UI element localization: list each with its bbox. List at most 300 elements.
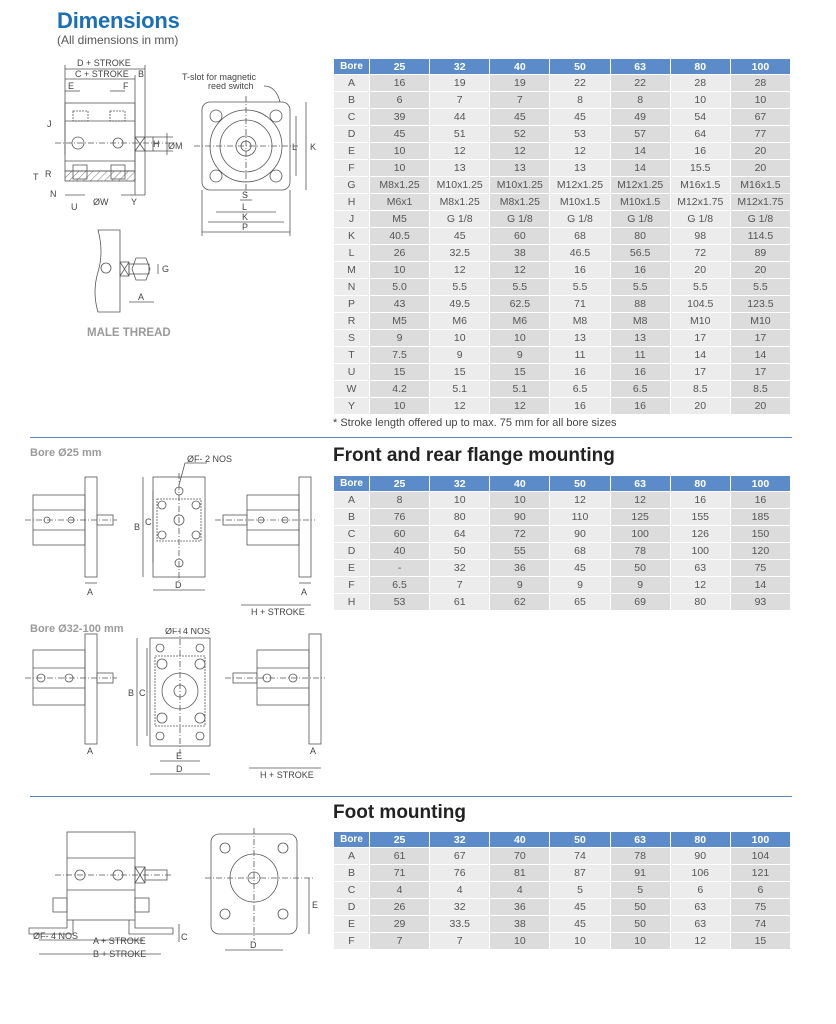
table-cell: 10 bbox=[370, 398, 429, 414]
table-cell: 5.5 bbox=[550, 279, 609, 295]
label-d: D bbox=[250, 940, 257, 950]
label-h-stroke: H + STROKE bbox=[260, 770, 314, 780]
row-label: U bbox=[334, 364, 369, 380]
label-e: E bbox=[312, 900, 319, 910]
label-d-stroke: D + STROKE bbox=[77, 58, 131, 68]
table-cell: 14 bbox=[671, 347, 730, 363]
row-label: J bbox=[334, 211, 369, 227]
table-cell: 74 bbox=[731, 916, 790, 932]
label-h: H bbox=[153, 139, 160, 149]
table-header-row bbox=[334, 832, 790, 847]
row-label: K bbox=[334, 228, 369, 244]
table-cell: 10 bbox=[550, 933, 609, 949]
table-cell: 70 bbox=[490, 848, 549, 864]
table-cell: 50 bbox=[611, 916, 670, 932]
label-l: L bbox=[292, 142, 298, 152]
table-cell: 120 bbox=[731, 543, 790, 559]
table-cell: 80 bbox=[430, 509, 489, 525]
table-cell: 38 bbox=[490, 245, 549, 261]
table-cell: 28 bbox=[731, 75, 790, 91]
table-row bbox=[334, 398, 790, 414]
table-cell: 93 bbox=[731, 594, 790, 610]
table-cell: 68 bbox=[550, 228, 609, 244]
table-cell: 17 bbox=[671, 364, 730, 380]
table-cell: 15 bbox=[370, 364, 429, 380]
table-cell: 74 bbox=[550, 848, 609, 864]
table-cell: 8 bbox=[611, 92, 670, 108]
table-cell: 5 bbox=[611, 882, 670, 898]
table-cell: 5 bbox=[550, 882, 609, 898]
table-cell: 6 bbox=[731, 882, 790, 898]
table-cell: 9 bbox=[490, 577, 549, 593]
table-cell: 72 bbox=[671, 245, 730, 261]
table-cell: 16 bbox=[671, 143, 730, 159]
table-cell: 13 bbox=[490, 160, 549, 176]
table-cell: 12 bbox=[430, 143, 489, 159]
table-cell: 56.5 bbox=[611, 245, 670, 261]
label-j: J bbox=[47, 119, 52, 129]
row-label: T bbox=[334, 347, 369, 363]
header-40: 40 bbox=[490, 59, 549, 74]
table-row bbox=[334, 75, 790, 91]
table-cell: M10x1.5 bbox=[550, 194, 609, 210]
table-cell: M8 bbox=[611, 313, 670, 329]
table-cell: 16 bbox=[550, 398, 609, 414]
table-cell: 76 bbox=[370, 509, 429, 525]
table-cell: 4 bbox=[430, 882, 489, 898]
table-cell: 110 bbox=[550, 509, 609, 525]
table-cell: 52 bbox=[490, 126, 549, 142]
table-row bbox=[334, 381, 790, 397]
table-row bbox=[334, 492, 790, 508]
header-80: 80 bbox=[671, 832, 730, 847]
label-a-stroke: A + STROKE bbox=[93, 936, 146, 946]
table-cell: 50 bbox=[611, 560, 670, 576]
table-cell: 69 bbox=[611, 594, 670, 610]
header-32: 32 bbox=[430, 476, 489, 491]
row-label: D bbox=[334, 899, 369, 915]
cylinder-front-view-drawing bbox=[180, 70, 330, 245]
table-cell: 10 bbox=[370, 160, 429, 176]
table-cell: M16x1.5 bbox=[671, 177, 730, 193]
header-32: 32 bbox=[430, 832, 489, 847]
table-cell: 15 bbox=[731, 933, 790, 949]
table-cell: 8.5 bbox=[671, 381, 730, 397]
table-row bbox=[334, 933, 790, 949]
table-row bbox=[334, 228, 790, 244]
table-cell: 32.5 bbox=[430, 245, 489, 261]
table-cell: 40 bbox=[370, 543, 429, 559]
table-cell: 40.5 bbox=[370, 228, 429, 244]
table-row bbox=[334, 364, 790, 380]
table-cell: M16x1.5 bbox=[731, 177, 790, 193]
header-25: 25 bbox=[370, 59, 429, 74]
row-label: Y bbox=[334, 398, 369, 414]
row-label: C bbox=[334, 882, 369, 898]
flange-32-100-drawing bbox=[25, 628, 330, 788]
table-cell: 72 bbox=[490, 526, 549, 542]
row-label: E bbox=[334, 560, 369, 576]
label-b: B bbox=[128, 688, 135, 698]
table-cell: 126 bbox=[671, 526, 730, 542]
table-cell: 19 bbox=[490, 75, 549, 91]
table-cell: 10 bbox=[671, 92, 730, 108]
table-cell: 114.5 bbox=[731, 228, 790, 244]
section-divider-2 bbox=[30, 796, 792, 797]
label-a: A bbox=[138, 292, 145, 302]
table-cell: 12 bbox=[490, 398, 549, 414]
table-cell: 5.5 bbox=[671, 279, 730, 295]
table-cell: 53 bbox=[550, 126, 609, 142]
table-cell: 12 bbox=[550, 143, 609, 159]
flange-25-drawing bbox=[25, 455, 330, 620]
table-cell: 104 bbox=[731, 848, 790, 864]
table-cell: M6x1 bbox=[370, 194, 429, 210]
label-f: F bbox=[123, 81, 129, 91]
label-t: T bbox=[33, 172, 39, 182]
table-cell: G 1/8 bbox=[611, 211, 670, 227]
table-cell: M12x1.75 bbox=[671, 194, 730, 210]
header-50: 50 bbox=[550, 59, 609, 74]
table-cell: 4.2 bbox=[370, 381, 429, 397]
table-cell: 12 bbox=[490, 262, 549, 278]
table-cell: 63 bbox=[671, 899, 730, 915]
table-cell: 10 bbox=[490, 933, 549, 949]
bore-25-label: Bore Ø25 mm bbox=[30, 447, 102, 459]
table-cell: 5.1 bbox=[490, 381, 549, 397]
table-cell: 87 bbox=[550, 865, 609, 881]
table-row bbox=[334, 330, 790, 346]
table-cell: M8 bbox=[550, 313, 609, 329]
row-label: F bbox=[334, 933, 369, 949]
foot-table bbox=[333, 831, 791, 950]
section-divider bbox=[30, 437, 792, 438]
table-header-row bbox=[334, 59, 790, 74]
table-cell: 12 bbox=[671, 933, 730, 949]
table-cell: 75 bbox=[731, 899, 790, 915]
table-cell: M10x1.25 bbox=[430, 177, 489, 193]
table-cell: 32 bbox=[430, 899, 489, 915]
label-h-stroke: H + STROKE bbox=[251, 607, 305, 617]
table-row bbox=[334, 262, 790, 278]
header-25: 25 bbox=[370, 832, 429, 847]
table-cell: 77 bbox=[731, 126, 790, 142]
table-cell: 20 bbox=[731, 143, 790, 159]
table-cell: G 1/8 bbox=[671, 211, 730, 227]
row-label: F bbox=[334, 160, 369, 176]
table-cell: 90 bbox=[490, 509, 549, 525]
table-cell: 10 bbox=[490, 492, 549, 508]
male-thread-caption: MALE THREAD bbox=[87, 327, 171, 339]
table-cell: 9 bbox=[490, 347, 549, 363]
table-row bbox=[334, 899, 790, 915]
table-cell: 5.5 bbox=[611, 279, 670, 295]
table-cell: 10 bbox=[611, 933, 670, 949]
table-row bbox=[334, 882, 790, 898]
label-c-stroke: C + STROKE bbox=[75, 69, 129, 79]
table-cell: M5 bbox=[370, 211, 429, 227]
row-label: S bbox=[334, 330, 369, 346]
row-label: B bbox=[334, 509, 369, 525]
table-cell: 15.5 bbox=[671, 160, 730, 176]
table-cell: 71 bbox=[550, 296, 609, 312]
table-cell: 71 bbox=[370, 865, 429, 881]
dimensions-table bbox=[333, 58, 791, 415]
label-d: D bbox=[176, 764, 183, 774]
table-cell: 9 bbox=[370, 330, 429, 346]
label-n: N bbox=[50, 189, 57, 199]
table-cell: M6 bbox=[490, 313, 549, 329]
table-cell: 20 bbox=[731, 160, 790, 176]
table-cell: G 1/8 bbox=[490, 211, 549, 227]
table-cell: 16 bbox=[550, 262, 609, 278]
table-cell: 185 bbox=[731, 509, 790, 525]
label-c: C bbox=[139, 688, 146, 698]
label-tslot: T-slot for magnetic bbox=[182, 72, 257, 82]
table-cell: 10 bbox=[370, 143, 429, 159]
row-label: C bbox=[334, 526, 369, 542]
table-cell: G 1/8 bbox=[550, 211, 609, 227]
foot-section-title: Foot mounting bbox=[333, 802, 466, 823]
table-cell: M12x1.25 bbox=[550, 177, 609, 193]
label-y: Y bbox=[131, 197, 138, 207]
row-label: L bbox=[334, 245, 369, 261]
table-cell: 63 bbox=[671, 560, 730, 576]
header-50: 50 bbox=[550, 832, 609, 847]
table-cell: 16 bbox=[550, 364, 609, 380]
header-80: 80 bbox=[671, 476, 730, 491]
table-row bbox=[334, 347, 790, 363]
table-cell: 36 bbox=[490, 899, 549, 915]
table-cell: 20 bbox=[731, 262, 790, 278]
table-cell: 14 bbox=[611, 160, 670, 176]
row-label: F bbox=[334, 577, 369, 593]
header-63: 63 bbox=[611, 476, 670, 491]
table-cell: 62 bbox=[490, 594, 549, 610]
table-cell: 80 bbox=[611, 228, 670, 244]
table-row bbox=[334, 509, 790, 525]
male-thread-drawing bbox=[80, 222, 190, 322]
table-cell: 15 bbox=[490, 364, 549, 380]
table-cell: 45 bbox=[550, 916, 609, 932]
row-label: P bbox=[334, 296, 369, 312]
table-cell: 100 bbox=[611, 526, 670, 542]
table-cell: 45 bbox=[550, 560, 609, 576]
flange-table bbox=[333, 475, 791, 611]
table-cell: M8x1.25 bbox=[490, 194, 549, 210]
table-row bbox=[334, 143, 790, 159]
row-label: R bbox=[334, 313, 369, 329]
label-u: U bbox=[71, 202, 78, 212]
table-cell: 65 bbox=[550, 594, 609, 610]
table-cell: M10x1.25 bbox=[490, 177, 549, 193]
table-cell: 11 bbox=[550, 347, 609, 363]
label-b: B bbox=[134, 522, 141, 532]
table-cell: 76 bbox=[430, 865, 489, 881]
table-cell: 98 bbox=[671, 228, 730, 244]
label-tslot-2: reed switch bbox=[208, 81, 254, 91]
label-g: G bbox=[162, 264, 170, 274]
table-cell: 12 bbox=[430, 262, 489, 278]
table-cell: M8x1.25 bbox=[430, 194, 489, 210]
label-a-right: A bbox=[301, 587, 308, 597]
header-32: 32 bbox=[430, 59, 489, 74]
table-cell: 46.5 bbox=[550, 245, 609, 261]
label-d: D bbox=[175, 580, 182, 590]
table-cell: 12 bbox=[611, 492, 670, 508]
table-cell: 5.5 bbox=[731, 279, 790, 295]
table-cell: 45 bbox=[550, 899, 609, 915]
table-cell: 44 bbox=[430, 109, 489, 125]
table-row bbox=[334, 194, 790, 210]
table-cell: 55 bbox=[490, 543, 549, 559]
table-cell: M5 bbox=[370, 313, 429, 329]
table-cell: 67 bbox=[430, 848, 489, 864]
row-label: C bbox=[334, 109, 369, 125]
table-cell: 13 bbox=[550, 160, 609, 176]
label-r: R bbox=[45, 169, 52, 179]
table-cell: M12x1.75 bbox=[731, 194, 790, 210]
table-cell: 8.5 bbox=[731, 381, 790, 397]
table-cell: 7 bbox=[430, 577, 489, 593]
table-row bbox=[334, 526, 790, 542]
table-cell: 38 bbox=[490, 916, 549, 932]
table-cell: 60 bbox=[370, 526, 429, 542]
label-a-right: A bbox=[310, 746, 317, 756]
table-cell: 10 bbox=[430, 330, 489, 346]
header-100: 100 bbox=[731, 476, 790, 491]
table-cell: 8 bbox=[370, 492, 429, 508]
table-row bbox=[334, 916, 790, 932]
table-cell: 16 bbox=[370, 75, 429, 91]
table-cell: 16 bbox=[611, 398, 670, 414]
label-l-bottom: L bbox=[242, 202, 248, 212]
table-cell: 60 bbox=[490, 228, 549, 244]
row-label: H bbox=[334, 594, 369, 610]
header-40: 40 bbox=[490, 476, 549, 491]
table-cell: 43 bbox=[370, 296, 429, 312]
table-cell: 125 bbox=[611, 509, 670, 525]
table-cell: 4 bbox=[490, 882, 549, 898]
table-row bbox=[334, 594, 790, 610]
table-cell: 19 bbox=[430, 75, 489, 91]
table-cell: 45 bbox=[430, 228, 489, 244]
header-40: 40 bbox=[490, 832, 549, 847]
table-cell: 45 bbox=[550, 109, 609, 125]
row-label: D bbox=[334, 126, 369, 142]
table-cell: 7 bbox=[430, 933, 489, 949]
table-cell: 33.5 bbox=[430, 916, 489, 932]
table-cell: 20 bbox=[671, 262, 730, 278]
table-row bbox=[334, 177, 790, 193]
table-row bbox=[334, 543, 790, 559]
table-cell: 7.5 bbox=[370, 347, 429, 363]
table-cell: 17 bbox=[731, 364, 790, 380]
table-cell: 12 bbox=[490, 143, 549, 159]
table-cell: 45 bbox=[490, 109, 549, 125]
table-cell: 16 bbox=[611, 262, 670, 278]
table-cell: 78 bbox=[611, 543, 670, 559]
table-cell: 5.5 bbox=[430, 279, 489, 295]
table-cell: 11 bbox=[611, 347, 670, 363]
table-cell: 121 bbox=[731, 865, 790, 881]
label-m: ØM bbox=[168, 141, 183, 151]
table-cell: 14 bbox=[731, 347, 790, 363]
table-cell: M10 bbox=[671, 313, 730, 329]
table-cell: 36 bbox=[490, 560, 549, 576]
table-cell: 6.5 bbox=[611, 381, 670, 397]
label-k-bottom: K bbox=[242, 212, 249, 222]
table-cell: 7 bbox=[430, 92, 489, 108]
table-cell: 20 bbox=[671, 398, 730, 414]
label-a-left: A bbox=[87, 746, 94, 756]
table-cell: 49 bbox=[611, 109, 670, 125]
table-row bbox=[334, 126, 790, 142]
table-cell: 80 bbox=[671, 594, 730, 610]
table-cell: - bbox=[370, 560, 429, 576]
table-cell: 32 bbox=[430, 560, 489, 576]
foot-mounting-drawing bbox=[25, 820, 325, 965]
label-e: E bbox=[176, 751, 183, 761]
table-cell: M8x1.25 bbox=[370, 177, 429, 193]
table-cell: 155 bbox=[671, 509, 730, 525]
table-cell: 17 bbox=[731, 330, 790, 346]
table-cell: 68 bbox=[550, 543, 609, 559]
table-cell: 12 bbox=[671, 577, 730, 593]
table-cell: G 1/8 bbox=[731, 211, 790, 227]
table-cell: 10 bbox=[430, 492, 489, 508]
table-cell: 22 bbox=[550, 75, 609, 91]
table-cell: 9 bbox=[611, 577, 670, 593]
label-holes-4: ØF- 4 NOS bbox=[165, 628, 211, 636]
header-100: 100 bbox=[731, 59, 790, 74]
table-cell: 4 bbox=[370, 882, 429, 898]
table-cell: M6 bbox=[430, 313, 489, 329]
table-cell: 39 bbox=[370, 109, 429, 125]
table-cell: 9 bbox=[550, 577, 609, 593]
row-label: E bbox=[334, 916, 369, 932]
table-cell: 13 bbox=[611, 330, 670, 346]
label-b: B bbox=[138, 69, 145, 79]
row-label: M bbox=[334, 262, 369, 278]
table-cell: 13 bbox=[430, 160, 489, 176]
table-cell: 13 bbox=[550, 330, 609, 346]
row-label: B bbox=[334, 92, 369, 108]
table-cell: 20 bbox=[731, 398, 790, 414]
table-row bbox=[334, 211, 790, 227]
flange-section-title: Front and rear flange mounting bbox=[333, 445, 615, 466]
label-holes-4: ØF- 4 NOS bbox=[33, 931, 79, 941]
table-cell: 61 bbox=[430, 594, 489, 610]
label-e: E bbox=[68, 81, 75, 91]
header-100: 100 bbox=[731, 832, 790, 847]
table-cell: 6 bbox=[671, 882, 730, 898]
table-cell: 5.0 bbox=[370, 279, 429, 295]
table-row bbox=[334, 245, 790, 261]
table-cell: 67 bbox=[731, 109, 790, 125]
table-cell: 26 bbox=[370, 899, 429, 915]
table-row bbox=[334, 160, 790, 176]
table-cell: 64 bbox=[671, 126, 730, 142]
table-cell: 61 bbox=[370, 848, 429, 864]
table-cell: 14 bbox=[731, 577, 790, 593]
header-bore: Bore bbox=[334, 59, 369, 74]
table-cell: 6.5 bbox=[550, 381, 609, 397]
table-cell: 8 bbox=[550, 92, 609, 108]
label-p: P bbox=[242, 222, 249, 232]
table-cell: 50 bbox=[430, 543, 489, 559]
row-label: W bbox=[334, 381, 369, 397]
